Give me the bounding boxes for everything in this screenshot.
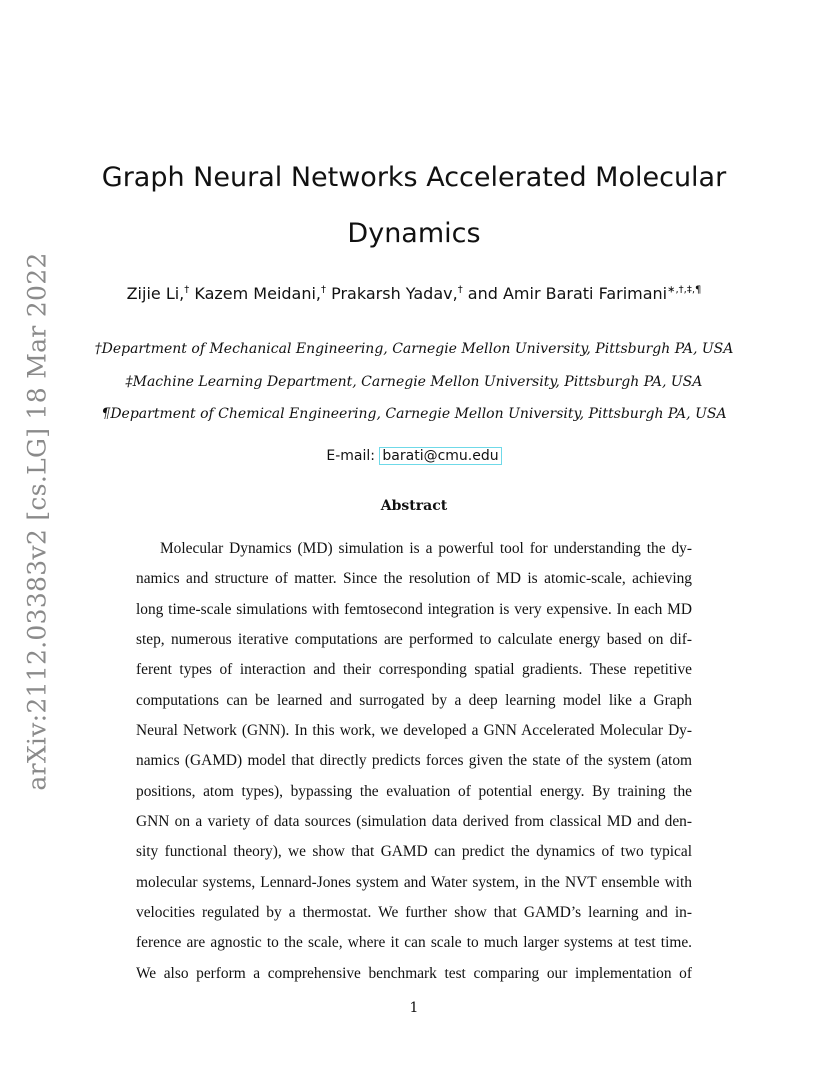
- abstract-line: velocities regulated by a thermostat. We further show that GAMD’s learning and in-: [136, 904, 692, 922]
- affiliation-line: ¶Department of Chemical Engineering, Carnegie Mellon University, Pittsburgh PA, USA: [101, 406, 727, 422]
- abstract-heading: Abstract: [380, 498, 448, 514]
- affiliation-list: [80, 333, 748, 431]
- affiliation-line: †Department of Mechanical Engineering, Carnegie Mellon University, Pittsburgh PA, USA: [94, 341, 734, 357]
- arxiv-identifier-stamp: [22, 251, 52, 791]
- author-name: and Amir Barati Farimani: [467, 284, 668, 303]
- abstract-line: namics and structure of matter. Since the resolution of MD is atomic-scale, achieving: [136, 570, 692, 588]
- author-affiliation-mark: †: [321, 284, 327, 296]
- arxiv-identifier-text: arXiv:2112.03383v2 [cs.LG] 18 Mar 2022: [22, 251, 52, 791]
- author-affiliation-mark: †: [457, 284, 463, 296]
- email-link[interactable]: barati@cmu.edu: [379, 447, 501, 465]
- title-line: Dynamics: [347, 218, 481, 249]
- abstract-line: Molecular Dynamics (MD) simulation is a powerful tool for understanding the dy-: [160, 540, 692, 557]
- abstract-line: ferent types of interaction and their corresponding spatial gradients. These repetitive: [136, 661, 692, 679]
- abstract-line: GNN on a variety of data sources (simulation data derived from classical MD and den-: [136, 813, 692, 831]
- abstract-line: step, numerous iterative computations are performed to calculate energy based on dif-: [136, 631, 692, 649]
- abstract-line: We also perform a comprehensive benchmark test comparing our implementation of: [136, 964, 692, 982]
- email-label: E-mail:: [326, 448, 375, 464]
- author-affiliation-mark: ∗,†,‡,¶: [667, 284, 702, 296]
- author-name: Prakarsh Yadav,: [331, 284, 458, 303]
- title-line: Graph Neural Networks Accelerated Molecular: [101, 162, 727, 193]
- author-name: Zijie Li,: [126, 284, 185, 303]
- page-number: 1: [409, 1000, 419, 1016]
- abstract-line: Neural Network (GNN). In this work, we developed a GNN Accelerated Molecular Dy-: [136, 722, 692, 740]
- abstract-line: positions, atom types), bypassing the evaluation of potential energy. By training the: [136, 782, 692, 800]
- abstract-line: molecular systems, Lennard-Jones system and Water system, in the NVT ensemble with: [136, 873, 692, 891]
- author-name: Kazem Meidani,: [194, 284, 322, 303]
- abstract-line: computations can be learned and surrogated by a deep learning model like a Graph: [136, 691, 692, 709]
- abstract-line: ference are agnostic to the scale, where it can scale to much larger systems at test time.: [136, 934, 692, 952]
- abstract-text: [136, 534, 692, 989]
- contact-email: [80, 448, 748, 464]
- affiliation-line: ‡Machine Learning Department, Carnegie Mellon University, Pittsburgh PA, USA: [125, 373, 703, 390]
- paper-title: [80, 150, 748, 262]
- author-list: [80, 284, 748, 303]
- abstract-line: long time-scale simulations with femtosecond integration is very expensive. In each MD: [136, 600, 692, 618]
- abstract-line: namics (GAMD) model that directly predicts forces given the state of the system (atom: [136, 752, 692, 770]
- author-affiliation-mark: †: [184, 284, 190, 296]
- abstract-line: sity functional theory), we show that GAMD can predict the dynamics of two typical: [136, 843, 692, 861]
